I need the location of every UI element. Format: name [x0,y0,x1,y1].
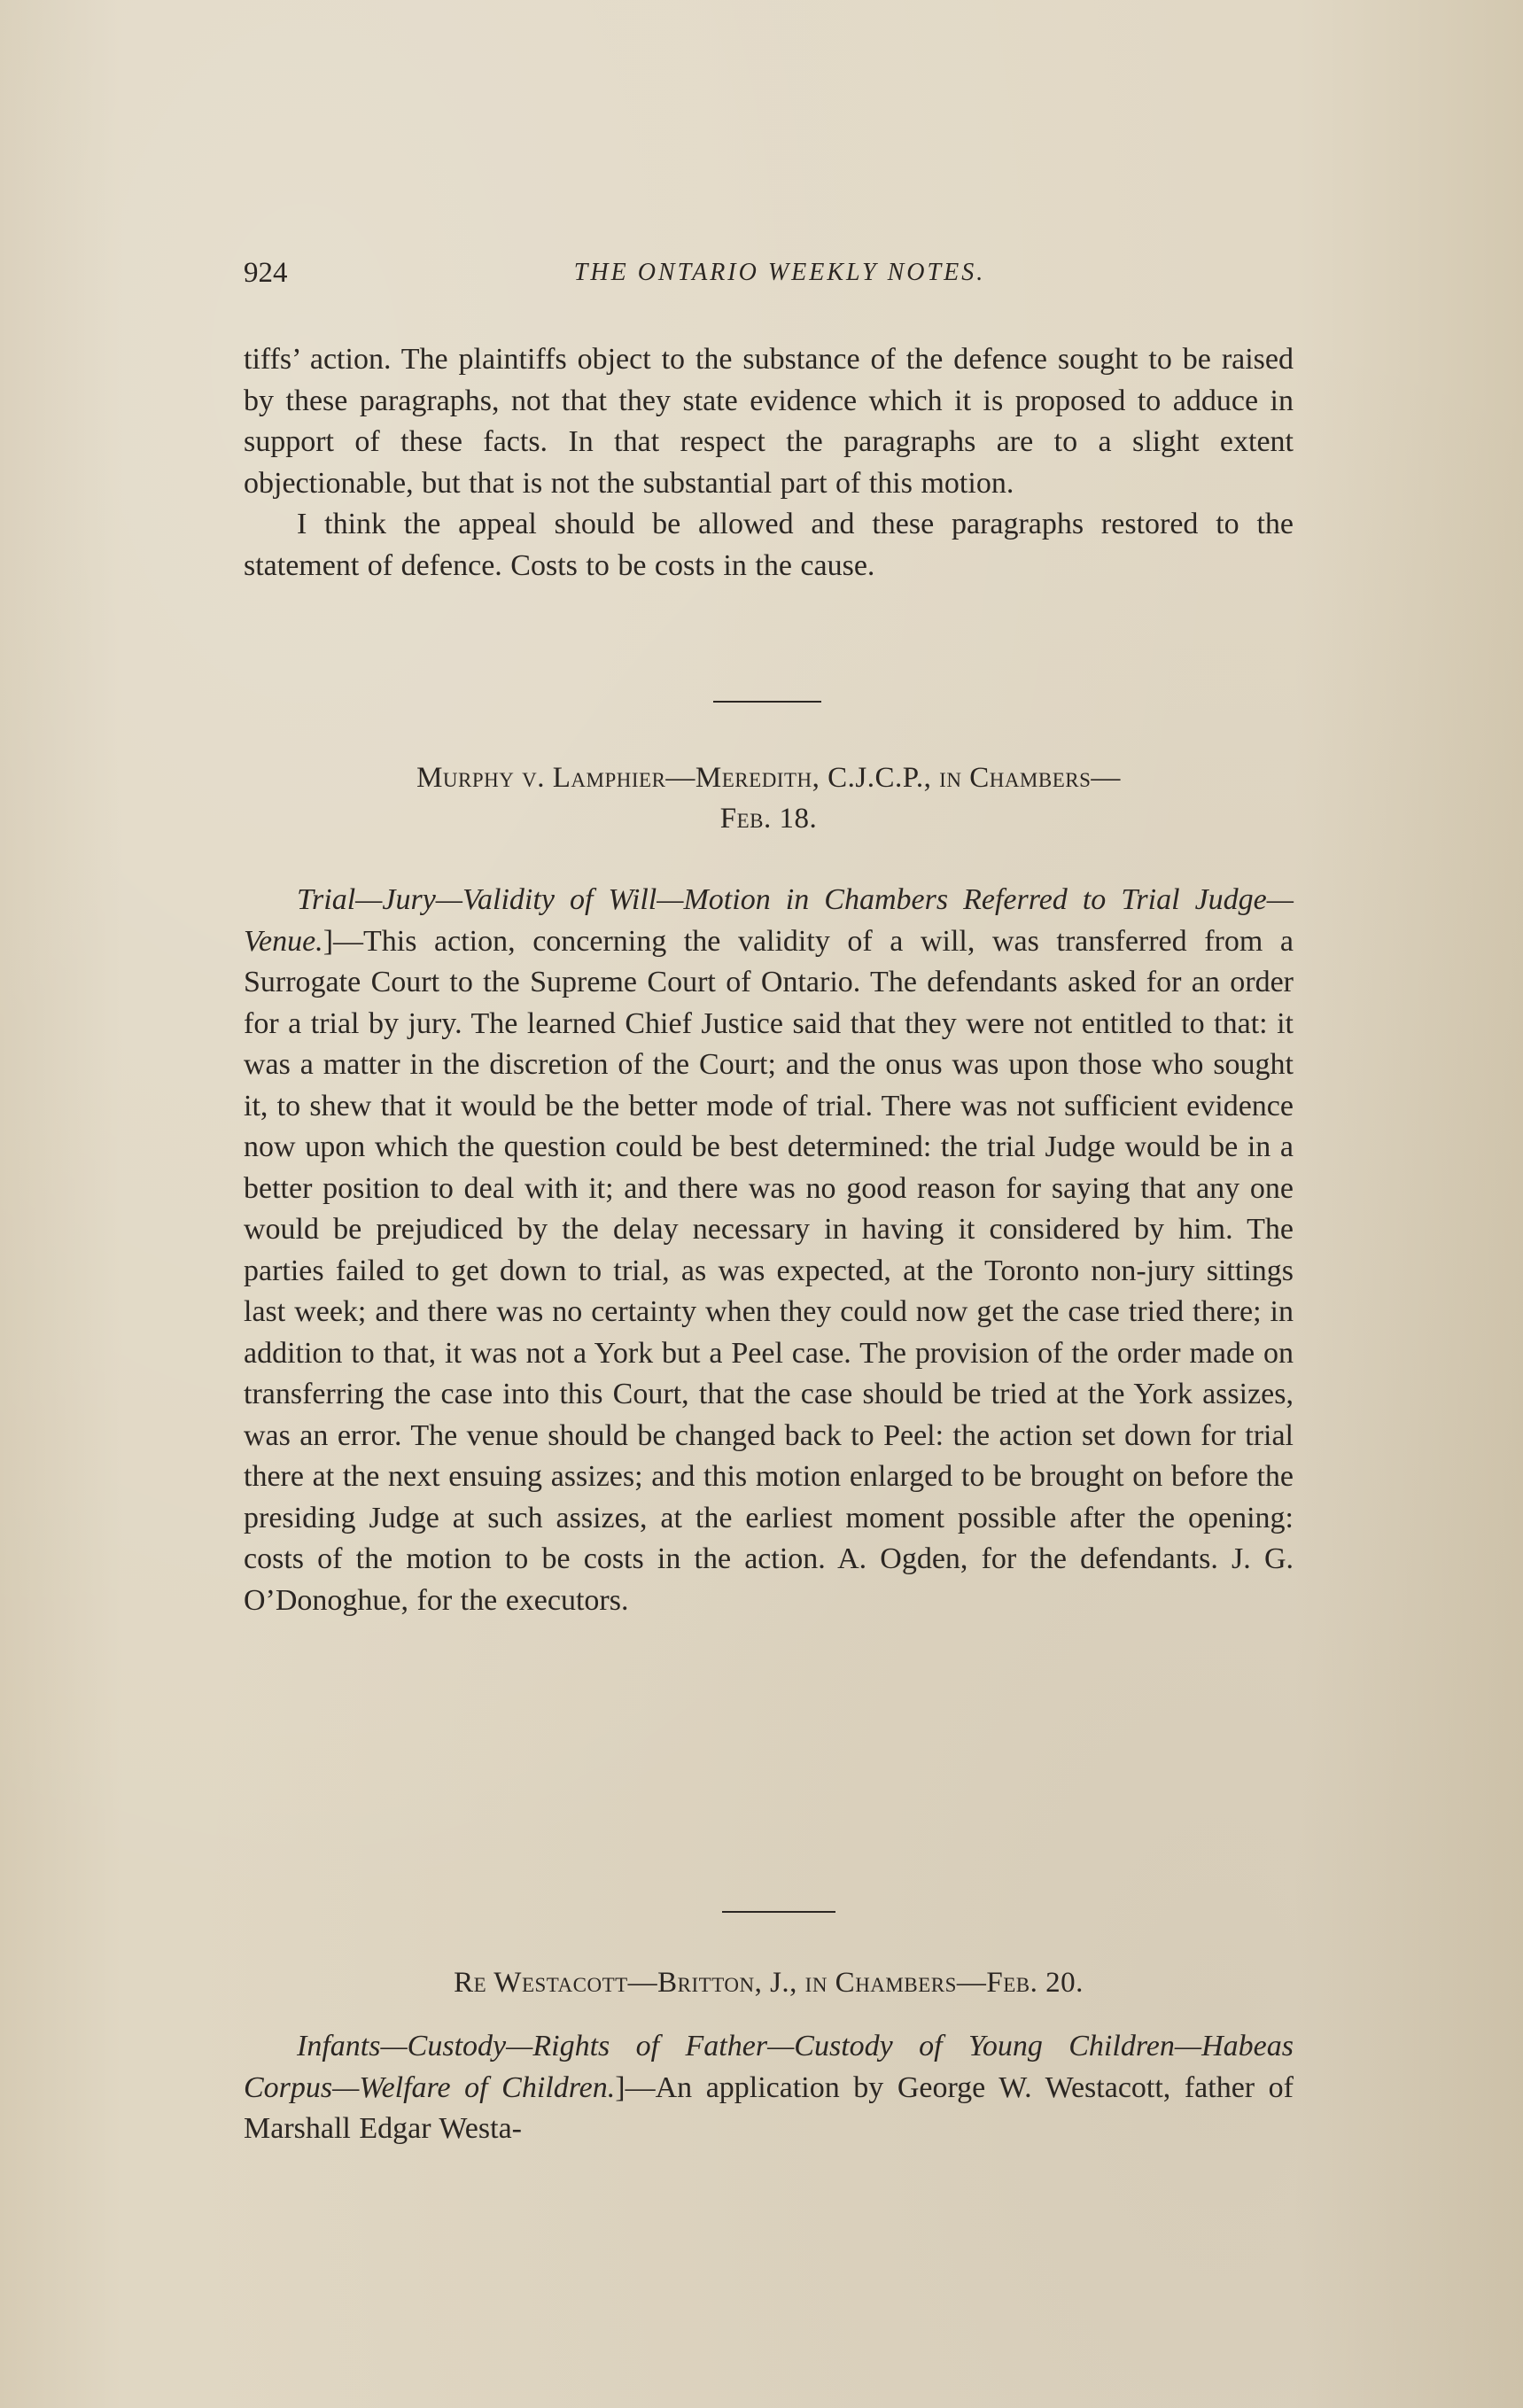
section-divider [722,1911,835,1913]
case-heading-line: Re Westacott—Britton, J., in Chambers—Feb. 20. [454,1967,1084,1999]
case-heading-line: Murphy v. Lamphier—Meredith, C.J.C.P., in Chambers— [416,762,1121,794]
running-title: THE ONTARIO WEEKLY NOTES. [573,259,986,286]
case-paragraph [244,2026,1294,2150]
catchwords: Infants—Custody—Rights of Father—Custody of Young Children—Habeas Corpus—Welfare of Children. [244,2030,1294,2104]
case-heading-date: Feb. 18. [719,803,818,835]
running-header [244,257,1316,301]
case-heading-murphy [244,757,1294,839]
case-paragraph [244,880,1294,1621]
continuation-paragraph-conclusion: I think the appeal should be allowed and these paragraphs restored to the statement of defence. Costs to be costs in the cause. [244,508,1294,582]
continuation-paragraph: tiffs’ action. The plaintiffs object to the substance of the defence sought to be raised by these paragraphs, not that they state evidence which it is proposed to adduce in support of these facts. In that respect the paragraphs are to a slight extent objectionable, but that is not the substantial part of this motion. [244,343,1294,500]
section-divider [713,701,821,703]
page-number: 924 [244,257,288,289]
continuation-text [244,339,1294,586]
case-body-westacott [244,2026,1294,2150]
case-text: ]—This action, concerning the validity of a will, was transferred from a Surrogate Court to the Supreme Court of Ontario. The defendants asked for an order for a trial by jury. The learned Chief Justice said that they were not entitled to that: it was a matter in the discretion of the Court; and the onus was upon those who sought it, to shew that it would be the better mode of trial. There was not sufficient evidence now upon which the question could be best determined: the trial Judge would be in a better position to deal with it; and there was no good reason for saying that any one would be prejudiced by the delay necessary in having it considered by him. The parties failed to get down to trial, as was expected, at the Toronto non-jury sittings last week; and there was no certainty when they could now get the case tried there; in addition to that, it was not a York but a Peel case. The provision of the order made on transferring the case into this Court, that the case should be tried at the York assizes, was an error. The venue should be changed back to Peel: the action set down for trial there at the next ensuing assizes; and this motion enlarged to be brought on before the presiding Judge at such assizes, at the earliest moment possible after the opening: costs of the motion to be costs in the action. A. Ogden, for the defendants. J. G. O’Donoghue, for the executors. [244,924,1294,1617]
case-body-murphy [244,880,1294,1621]
catchwords: Trial—Jury—Validity of Will—Motion in Chambers Referred to Trial Judge—Venue. [244,883,1294,958]
case-heading-westacott [244,1962,1294,2003]
case-text: ]—An application by George W. Westacott, father of Marshall Edgar Westa- [244,2070,1294,2145]
